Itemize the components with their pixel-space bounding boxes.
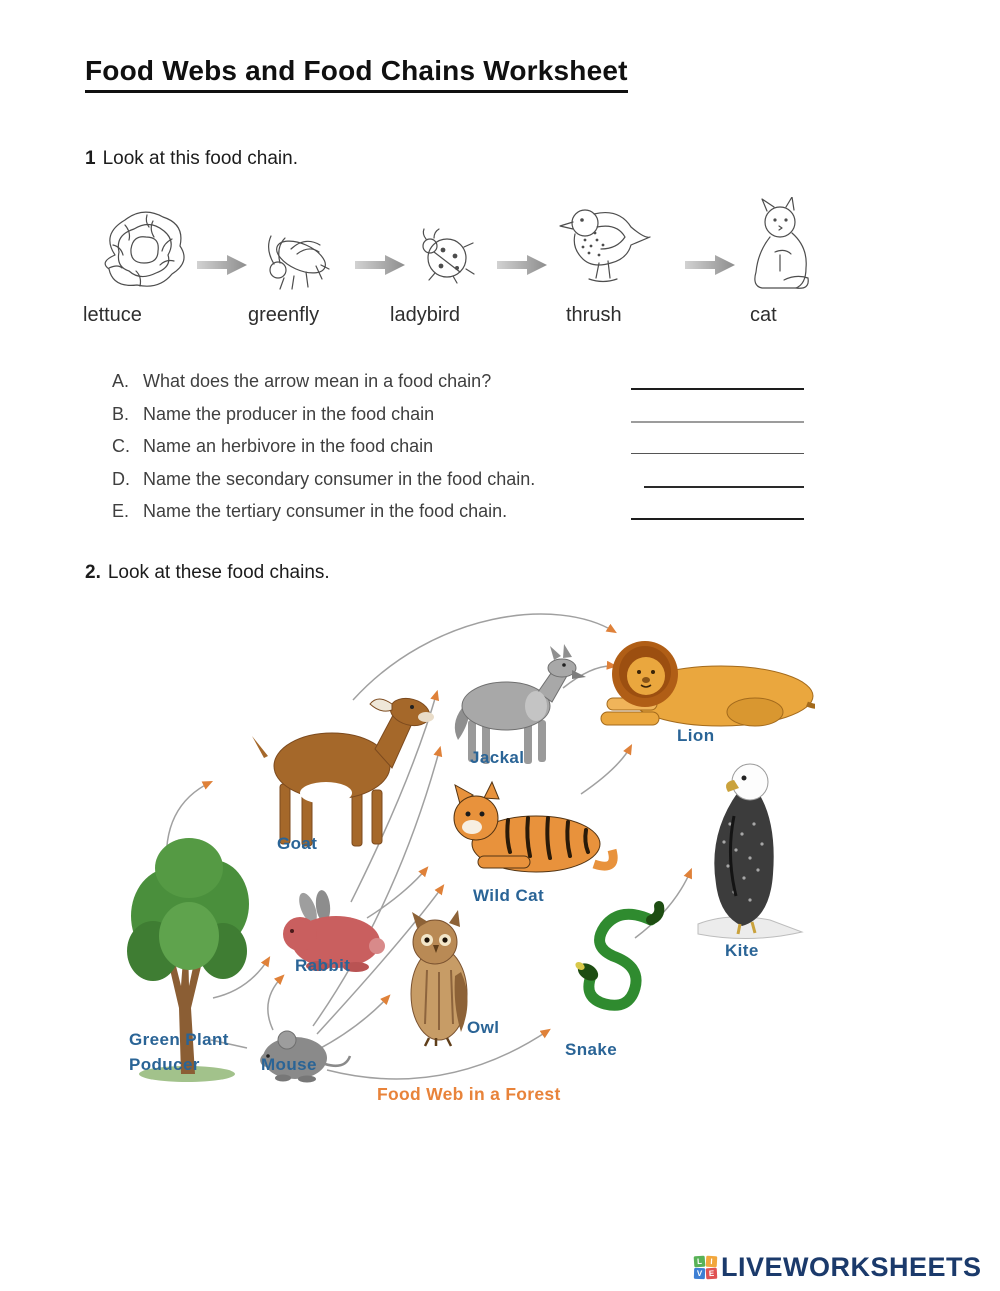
answer-line-b[interactable] xyxy=(631,404,804,423)
label-mouse: Mouse xyxy=(261,1055,317,1074)
food-chain-arrow-icon xyxy=(355,254,405,276)
arrow-wildcat-to-lion xyxy=(581,746,631,794)
food-web-caption: Food Web in a Forest xyxy=(377,1084,561,1104)
food-chain-arrow-icon xyxy=(197,254,247,276)
answer-line-d[interactable] xyxy=(644,469,804,488)
question-row-a xyxy=(112,371,804,404)
food-chain-arrow-icon xyxy=(497,254,547,276)
wild-cat-illustration xyxy=(454,782,613,872)
question-letter: E. xyxy=(112,501,130,522)
label-lion: Lion xyxy=(677,726,715,745)
question-row-d xyxy=(112,469,804,502)
chain-label-lettuce: lettuce xyxy=(83,304,142,326)
thrush-illustration xyxy=(553,200,655,294)
food-chain-arrow-icon xyxy=(685,254,735,276)
answer-line-c[interactable] xyxy=(631,436,804,454)
greenfly-illustration xyxy=(255,219,333,291)
question-row-b xyxy=(112,404,804,437)
question-text: What does the arrow mean in a food chain? xyxy=(143,371,492,391)
logo-letter-l: L xyxy=(694,1256,706,1268)
question-text: Name the producer in the food chain xyxy=(143,403,435,424)
label-wild-cat: Wild Cat xyxy=(473,886,545,905)
answer-line-a[interactable] xyxy=(631,371,804,390)
food-chain-figure xyxy=(85,197,825,299)
question-1-prompt: Look at this food chain. xyxy=(102,148,298,169)
question-text: Name the secondary consumer in the food chain. xyxy=(143,468,536,489)
label-snake: Snake xyxy=(565,1040,618,1059)
chain-label-greenfly: greenfly xyxy=(248,304,320,326)
answer-line-e[interactable] xyxy=(631,501,804,520)
question-letter: C. xyxy=(112,436,130,457)
liveworksheets-brand-text: LIVEWORKSHEETS xyxy=(721,1252,982,1282)
label-green-plant: Green Plant xyxy=(129,1030,229,1049)
ladybird-illustration xyxy=(413,227,477,285)
lion-illustration xyxy=(601,641,815,726)
question-letter: B. xyxy=(112,403,130,424)
chain-label-thrush: thrush xyxy=(566,304,622,326)
lettuce-illustration xyxy=(85,202,195,294)
question-1-list xyxy=(112,371,804,534)
kite-illustration xyxy=(698,764,802,939)
arrow-rabbit-to-wildcat xyxy=(367,868,427,918)
question-row-c xyxy=(112,436,804,469)
label-jackal: Jackal xyxy=(470,748,525,767)
question-2-number: 2. xyxy=(85,562,101,583)
label-goat: Goat xyxy=(277,834,318,853)
question-1-number: 1 xyxy=(85,148,96,169)
question-1-heading xyxy=(85,148,298,170)
liveworksheets-logo-icon xyxy=(694,1256,717,1279)
logo-letter-e: E xyxy=(706,1268,718,1280)
logo-letter-v: V xyxy=(694,1268,705,1279)
label-kite: Kite xyxy=(725,941,759,960)
question-2-prompt: Look at these food chains. xyxy=(107,562,330,583)
question-letter: A. xyxy=(112,371,130,391)
worksheet-title: Food Webs and Food Chains Worksheet xyxy=(85,55,628,93)
jackal-illustration xyxy=(455,644,586,764)
question-2-heading xyxy=(85,562,330,584)
question-row-e xyxy=(112,501,804,534)
arrow-mouse-to-rabbit xyxy=(268,976,283,1030)
question-text: Name the tertiary consumer in the food chain. xyxy=(143,501,508,522)
question-letter: D. xyxy=(112,468,130,489)
label-owl: Owl xyxy=(467,1018,500,1037)
food-web-diagram xyxy=(115,606,815,1121)
cat-illustration xyxy=(745,197,817,295)
goat-illustration xyxy=(252,694,434,846)
owl-illustration xyxy=(411,910,468,1046)
label-producer: Poducer xyxy=(129,1055,200,1074)
chain-label-ladybird: ladybird xyxy=(390,304,461,326)
question-text: Name an herbivore in the food chain xyxy=(143,436,434,457)
label-rabbit: Rabbit xyxy=(295,956,351,975)
snake-illustration xyxy=(574,906,659,1005)
chain-label-cat: cat xyxy=(750,304,777,326)
logo-letter-i: I xyxy=(706,1256,718,1268)
liveworksheets-watermark xyxy=(694,1252,982,1283)
